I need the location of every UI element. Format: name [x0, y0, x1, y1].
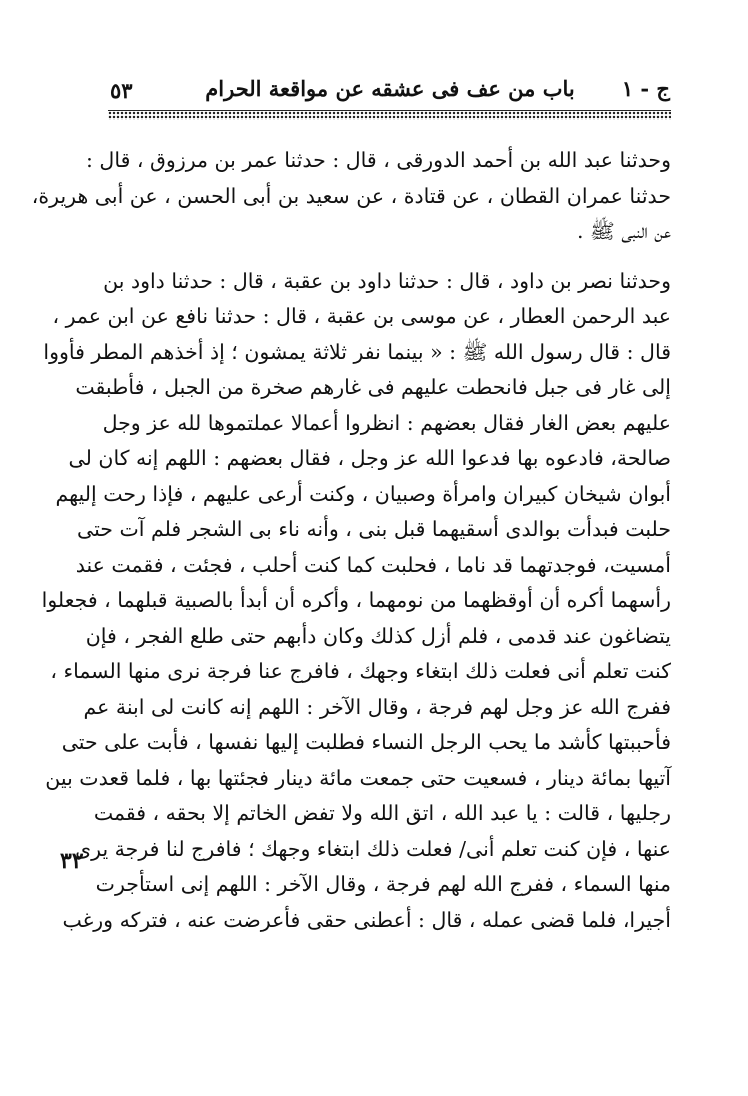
text-line: ففرج الله عز وجل لهم فرجة ، وقال الآخر : اللهم إنه كانت لى ابنة عم [83, 694, 671, 719]
paragraph-gap [108, 250, 671, 264]
text-line: حدثنا عمران القطان ، عن قتادة ، عن سعيد بن أبى الحسن ، عن أبى هريرة، [31, 183, 671, 208]
header-divider [108, 110, 671, 120]
text-line: عن النبى ﷺ . [577, 219, 671, 243]
page-header [110, 76, 670, 106]
text-line: أبوان شيخان كبيران وامرأة وصبيان ، وكنت أرعى عليهم ، فإذا رحت إليهم [55, 481, 671, 506]
page-number: ٥٣ [110, 78, 133, 103]
text-line: قال : قال رسول الله ﷺ : « بينما نفر ثلاثة يمشون ؛ إذ أخذهم المطر فأووا [43, 339, 671, 364]
text-line: أمسيت، فوجدتهما قد ناما ، فحلبت كما كنت أحلب ، فجئت ، فقمت عند [75, 552, 671, 577]
text-line: عليهم بعض الغار فقال بعضهم : انظروا أعمالا عملتموها لله عز وجل [102, 410, 671, 435]
text-line: منها السماء ، ففرج الله لهم فرجة ، وقال الآخر : اللهم إنى استأجرت [95, 872, 671, 896]
text-line: رأسهما أكره أن أوقظهما من نومهما ، وأكره أن أبدأ بالصبية قبلهما ، فجعلوا [41, 588, 671, 612]
text-line: رجليها ، قالت : يا عبد الله ، اتق الله ولا تفض الخاتم إلا بحقه ، فقمت [93, 801, 671, 825]
text-line: وحدثنا نصر بن داود ، قال : حدثنا داود بن عقبة ، قال : حدثنا داود بن [103, 268, 671, 293]
margin-page-reference: ٣٢ [60, 848, 84, 874]
chapter-title: باب من عف فى عشقه عن مواقعة الحرام [205, 76, 575, 101]
text-line: أجيرا، فلما قضى عمله ، قال : أعطنى حقى فأعرضت عنه ، فتركه ورغب [62, 907, 671, 932]
text-line: صالحة، فادعوه بها فدعوا الله عز وجل ، فقال بعضهم : اللهم إنه كان لى [68, 446, 671, 470]
text-line: كنت تعلم أنى فعلت ذلك ابتغاء وجهك ، فافرج عنا فرجة نرى منها السماء ، [50, 659, 671, 683]
text-line: إلى غار فى جبل فانحطت عليهم فى غارهم صخرة من الجبل ، فأطبقت [75, 375, 671, 399]
text-line: وحدثنا عبد الله بن أحمد الدورقى ، قال : حدثنا عمر بن مرزوق ، قال : [86, 148, 671, 172]
volume-label: ج - ١ [621, 76, 670, 101]
text-line: يتضاغون عند قدمى ، فلم أزل كذلك وكان دأبهم حتى طلع الفجر ، فإن [85, 623, 671, 648]
text-line: حلبت فبدأت بوالدى أسقيهما قبل بنى ، وأنه ناء بى الشجر فلم آت حتى [77, 517, 671, 541]
text-line: عنها ، فإن كنت تعلم أنى/ فعلت ذلك ابتغاء وجهك ؛ فافرج لنا فرجة يرى [75, 836, 671, 861]
text-line: فأحببتها كأشد ما يحب الرجل النساء فطلبت إليها نفسها ، فأبت على حتى [61, 730, 671, 754]
text-line: آتيها بمائة دينار ، فسعيت حتى جمعت مائة دينار فجئتها بها ، فلما قعدت بين [45, 765, 671, 790]
text-line: عبد الرحمن العطار ، عن موسى بن عقبة ، قال : حدثنا نافع عن ابن عمر ، [52, 304, 671, 328]
